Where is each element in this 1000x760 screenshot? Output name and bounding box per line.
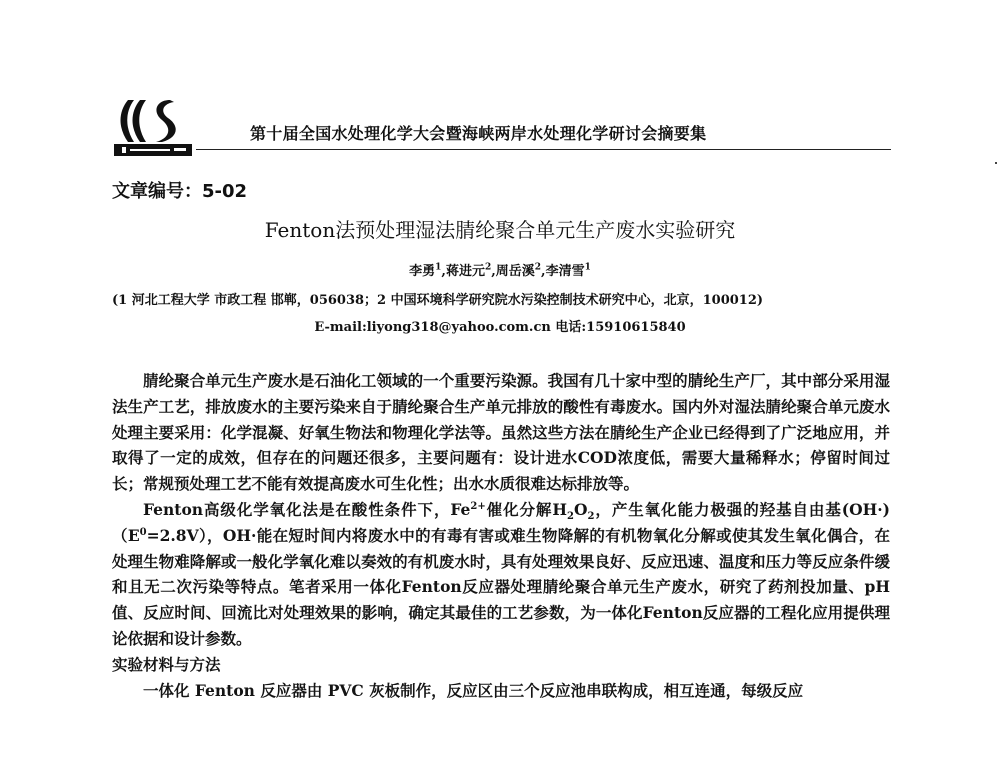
edge-mark [995, 162, 997, 164]
contact-line: E-mail:liyong318@yahoo.com.cn 电话:15910615840 [314, 320, 686, 335]
author-separator: , [491, 264, 496, 279]
author-name: 蒋进元 [445, 264, 485, 279]
text-run: =2.8V），OH·能在短时间内将废水中的有毒有害或难生物降解的有机物氧化分解或使其发生氧化偶合，在处理生物难降解或一般化学氧化难以奏效的有机废水时，具有处理效果良好、反应迅速、温度和压力等反应条件缓和且无二次污染等特点。笔者采用一体化Fenton反应器处理腈纶聚合单元生产废水，研究了药剂投加量、pH值、反应时间、回流比对处理效果的影响，确定其最佳的工艺参数，为一体化Fenton反应器的工程化应用提供理论依据和设计参数。 [112, 525, 890, 648]
article-title: Fenton法预处理湿法腈纶聚合单元生产废水实验研究 [264, 218, 736, 242]
hebei-2010-logo-icon [112, 94, 194, 158]
author-affil-mark: 2 [534, 262, 542, 273]
superscript: 0 [139, 526, 147, 538]
author-separator: , [541, 264, 546, 279]
paragraph-fenton [112, 497, 890, 652]
author-name: 李勇 [409, 264, 436, 279]
text-run: ，产生氧化能力极强的羟基自由基(OH·)（E [112, 499, 890, 545]
author-name: 李清雪 [545, 264, 585, 279]
article-number: 文章编号：5-02 [112, 181, 248, 202]
subscript: 2 [587, 511, 595, 523]
body-text [112, 368, 890, 703]
header-rule [196, 149, 891, 150]
text-run: O [573, 499, 588, 519]
paragraph-methods: 一体化 Fenton 反应器由 PVC 灰板制作，反应区由三个反应池串联构成，相互连通，每级反应 [143, 680, 804, 700]
author-affil-mark: 2 [484, 262, 492, 273]
author-affil-mark: 1 [435, 262, 442, 273]
author-list [0, 260, 1000, 279]
subscript: 2 [567, 511, 574, 523]
author-affil-mark: 1 [584, 262, 591, 273]
running-title: 第十届全国水处理化学大会暨海峡两岸水处理化学研讨会摘要集 [250, 124, 707, 143]
text-run: Fenton高级化学氧化法是在酸性条件下，Fe [143, 499, 471, 519]
affiliation-line: (1 河北工程大学 市政工程 邯郸，056038；2 中国环境科学研究院水污染控制技术研究中心，北京，100012) [112, 293, 764, 308]
superscript: 2+ [470, 500, 486, 512]
author-name: 周岳溪 [495, 264, 535, 279]
section-heading: 实验材料与方法 [112, 654, 221, 674]
text-run: 催化分解H [485, 499, 568, 519]
paragraph-intro: 腈纶聚合单元生产废水是石油化工领域的一个重要污染源。我国有几十家中型的腈纶生产厂，其中部分采用湿法生产工艺，排放废水的主要污染来自于腈纶聚合生产单元排放的酸性有毒废水。国内外对湿法腈纶聚合单元废水处理主要采用：化学混凝、好氧生物法和物理化学法等。虽然这些方法在腈纶生产企业已经得到了广泛地应用，并取得了一定的成效，但存在的问题还很多，主要问题有：设计进水COD浓度低，需要大量稀释水；停留时间过长；常规预处理工艺不能有效提高废水可生化性；出水水质很难达标排放等。 [112, 371, 890, 494]
author-separator: , [441, 264, 446, 279]
